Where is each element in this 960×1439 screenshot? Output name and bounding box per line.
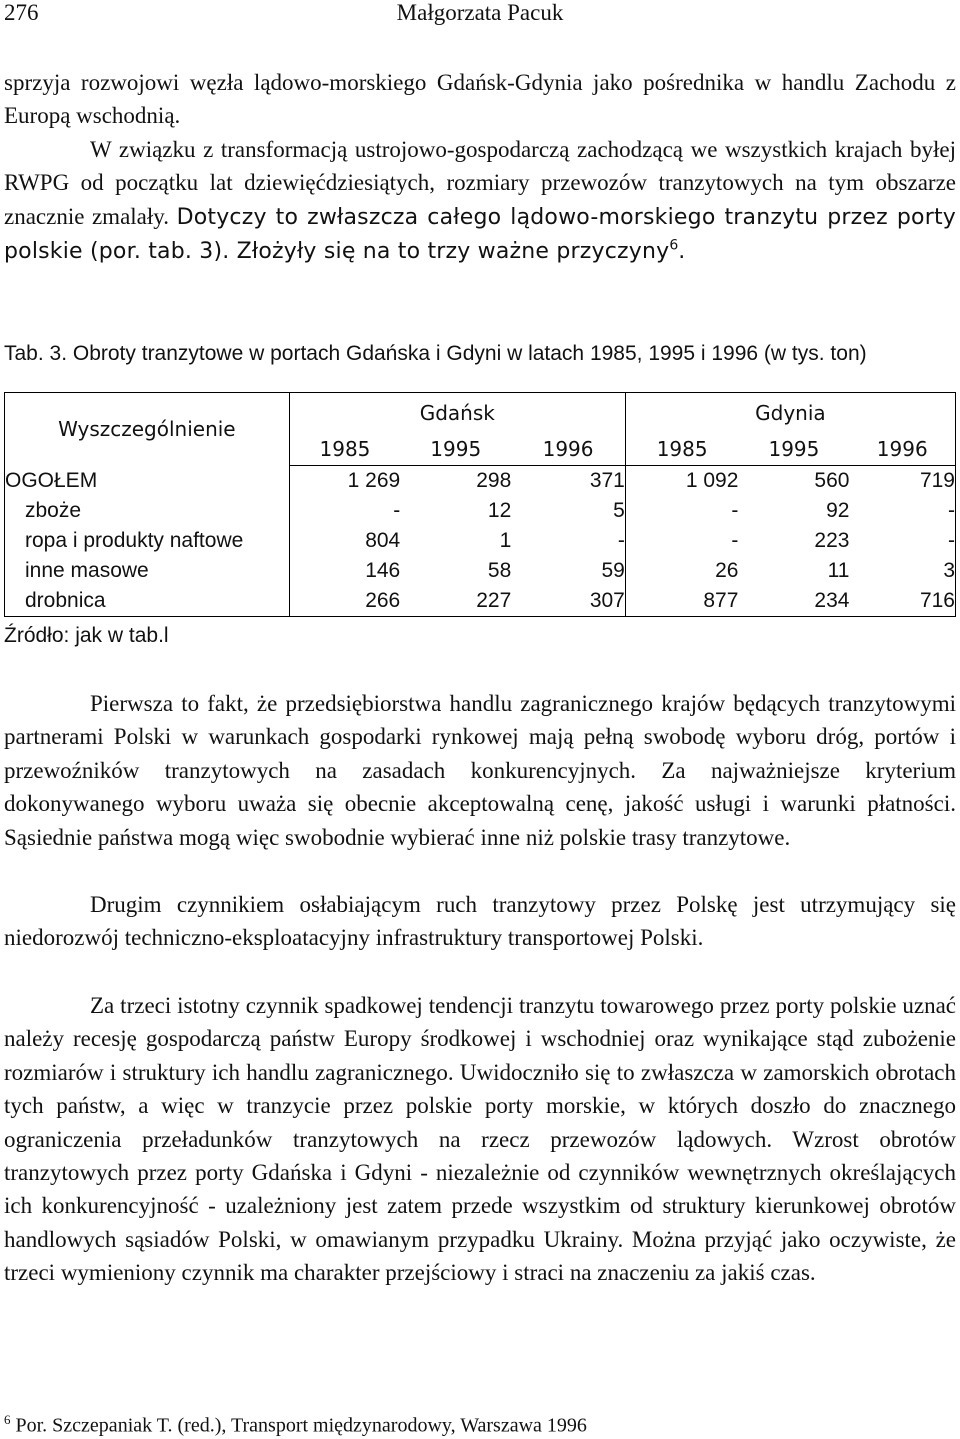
- table-cell: 804: [365, 529, 401, 552]
- paragraph-reason-1: Pierwsza to fakt, że przedsiębiorstwa handlu zagranicznego krajów będących tranzytowymi partnerami Polski w warunkach gospodarki rynkowej mają pełną swobodę wyboru dróg, portów i przewoźników tranzytowych na zasadach konkurencyjnych. Za najważniejsze kryterium dokonywanego wyboru uważa się obecnie akceptowalną cenę, jakość usługi i warunki płatności. Sąsiednie państwa mogą więc swobodnie wybierać inne niż polskie trasy tranzytowe.: [4, 691, 956, 850]
- table-source: Źródło: jak w tab.l: [4, 624, 169, 647]
- table-cell: 719: [849, 466, 955, 497]
- table-cell: 58: [487, 559, 512, 582]
- row-label: ropa i produkty naftowe: [5, 526, 290, 556]
- table-cell: -: [849, 496, 955, 526]
- column-year: 1995: [738, 433, 849, 466]
- table-container: [4, 392, 956, 620]
- table-row: [5, 496, 956, 526]
- row-label: OGOŁEM: [5, 466, 290, 497]
- column-year: 1985: [625, 433, 738, 466]
- footnote-mark: 6: [4, 1412, 11, 1427]
- table-cell: 716: [849, 586, 955, 617]
- table-cell: 560: [814, 469, 850, 492]
- column-year: 1996: [511, 433, 625, 466]
- table-caption: Tab. 3. Obroty tranzytowe w portach Gdańska i Gdyni w latach 1985, 1995 i 1996 (w tys. ton): [4, 342, 867, 365]
- table-cell: 234: [738, 586, 849, 617]
- table-cell: 5: [511, 496, 625, 526]
- page-number: 276: [4, 0, 39, 25]
- paragraph-reason-3: Za trzeci istotny czynnik spadkowej tendencji tranzytu towarowego przez porty polskie uznać należy recesję gospodarczą państw Europy środkowej i wschodniej oraz wynikające stąd zubożenie rozmiarów i struktury ich handlu zagranicznego. Uwidoczniło się to zwłaszcza w zamorskich obrotach tych państw, a więc w tranzycie przez polskie porty morskie, w których doszło do znacznego ograniczenia przeładunków tranzytowych na rzecz przewozów lądowych. Wzrost obrotów tranzytowych przez porty Gdańska i Gdyni - niezależnie od czynników wewnętrznych określających ich konkurencyjność - uzależniony jest zatem przede wszystkim od struktury kierunkowej obrotów handlowych sąsiadów Polski, w omawianym przypadku Ukrainy. Można przyjąć jako oczywiste, że trzeci wymieniony czynnik ma charakter przejściowy i straci na znaczeniu za jakiś czas.: [4, 993, 956, 1286]
- paragraph-reason-2: Drugim czynnikiem osłabiającym ruch tranzytowy przez Polskę jest utrzymujący się niedorozwój techniczno-eksploatacyjny infrastruktury transportowej Polski.: [4, 892, 956, 951]
- table-cell: 298: [476, 469, 512, 492]
- column-year: 1995: [400, 433, 511, 466]
- footnote-text: Por. Szczepaniak T. (red.), Transport międzynarodowy, Warszawa 1996: [15, 1414, 587, 1437]
- transit-table: [4, 392, 956, 617]
- paragraph-intro-2-serif-part: W związku z transformacją ustrojowo-gospodarczą zachodzącą we wszystkich krajach byłej RWPG od początku lat dziewięćdziesiątych, rozmiary przewozów tranzytowych na tym obszarze znacznie zmalały.: [4, 137, 956, 229]
- table-row: [5, 526, 956, 556]
- table-cell: 371: [511, 466, 625, 497]
- column-year: 1996: [849, 433, 955, 466]
- table-cell: 11: [827, 559, 850, 582]
- table-cell: 266: [289, 586, 400, 617]
- table-cell: 59: [511, 556, 625, 586]
- table-cell: 92: [826, 499, 850, 522]
- table-row: [5, 466, 956, 497]
- column-year: 1985: [289, 433, 400, 466]
- table-cell: 223: [814, 529, 850, 552]
- paragraph-intro-2: [4, 133, 956, 269]
- column-group-gdansk: Gdańsk: [289, 393, 625, 434]
- row-label: drobnica: [5, 586, 290, 617]
- table-cell: 227: [400, 586, 511, 617]
- table-cell: -: [731, 529, 739, 552]
- footnote-reference: 6: [669, 237, 679, 254]
- table-cell: -: [511, 526, 625, 556]
- row-label: zboże: [5, 496, 290, 526]
- table-cell: 1: [499, 529, 512, 552]
- column-header-description: Wyszczególnienie: [5, 393, 290, 466]
- table-cell: -: [731, 499, 739, 522]
- running-head: [0, 0, 960, 26]
- table-row: [5, 556, 956, 586]
- column-group-gdynia: Gdynia: [625, 393, 955, 434]
- table-cell: 26: [715, 559, 739, 582]
- table-cell: 146: [365, 559, 401, 582]
- table-cell: 1 269: [347, 469, 401, 492]
- table-header-row-groups: [5, 393, 956, 434]
- table-cell: 12: [487, 499, 512, 522]
- table-cell: 3: [849, 556, 955, 586]
- table-cell: 877: [625, 586, 738, 617]
- paragraph-intro-2-sans-part: Dotyczy to zwłaszcza całego lądowo-morskiego tranzytu przez porty polskie (por. tab. 3). Złożyły się na to trzy ważne przyczyny: [4, 204, 956, 265]
- paragraph-intro-2-end: .: [678, 239, 686, 265]
- table-cell: 1 092: [685, 469, 739, 492]
- table-cell: -: [393, 499, 401, 522]
- table-cell: -: [849, 526, 955, 556]
- table-row: [5, 586, 956, 617]
- footnote: [4, 1407, 587, 1439]
- paragraph-intro-1: sprzyja rozwojowi węzła lądowo-morskiego Gdańsk-Gdynia jako pośrednika w handlu Zachodu z Europą wschodnią.: [4, 70, 956, 129]
- table-cell: 307: [511, 586, 625, 617]
- running-head-author: Małgorzata Pacuk: [396, 0, 564, 25]
- row-label: inne masowe: [5, 556, 290, 586]
